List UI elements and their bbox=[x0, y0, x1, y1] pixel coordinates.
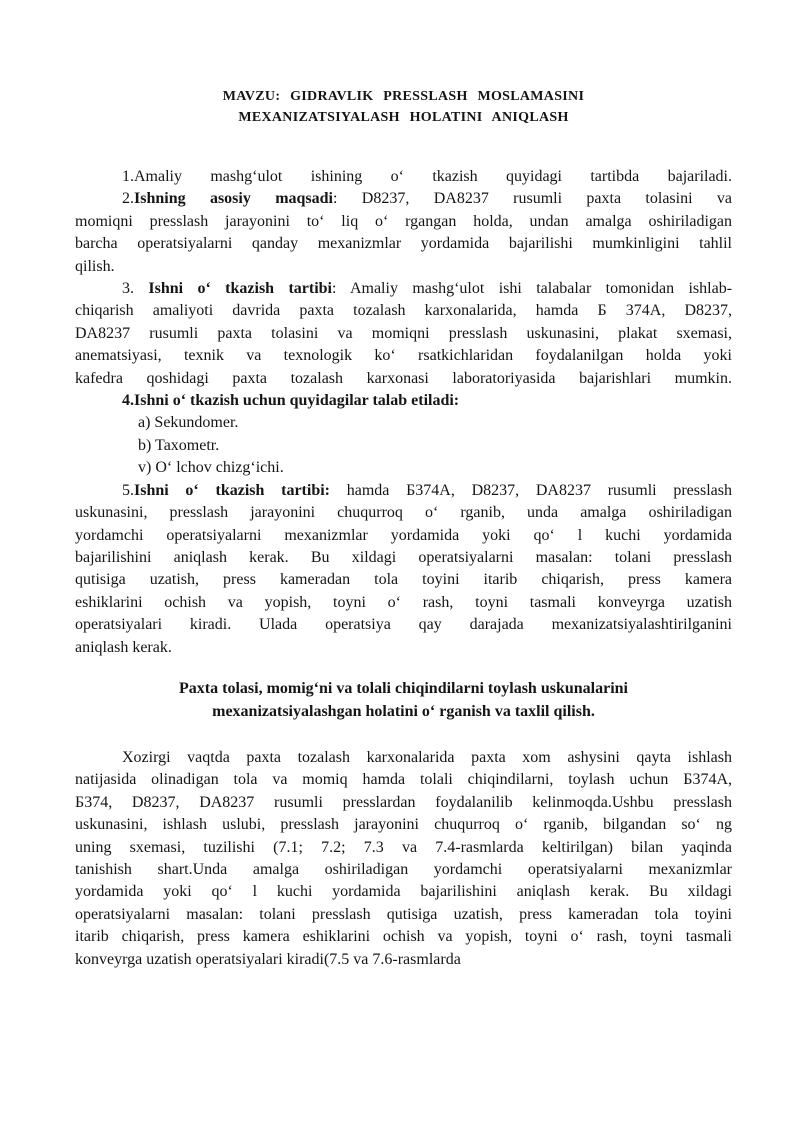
text-line bbox=[75, 881, 732, 903]
text-run: momiqni presslash jarayonini to‘ liq o‘ rgangan holda, undan amalga oshiriladigan bbox=[75, 212, 732, 230]
text-run: tanishish shart.Unda amalga oshiriladigan yordamchi operatsiyalarni mexanizmlar bbox=[75, 860, 732, 878]
text-line bbox=[75, 904, 732, 926]
text-line bbox=[75, 345, 732, 367]
para-3 bbox=[75, 278, 732, 390]
text-run: 3. bbox=[122, 280, 149, 298]
text-line bbox=[75, 166, 732, 188]
text-line bbox=[75, 323, 732, 345]
text-line bbox=[75, 926, 732, 948]
text-run: anematsiyasi, texnik va texnologik ko‘ rsatkichlaridan foydalanilgan holda yoki bbox=[75, 347, 732, 365]
text-run: b) Taxometr. bbox=[138, 436, 220, 454]
text-line bbox=[75, 435, 732, 457]
text-run: uskunasini, ishlash uslubi, presslash jarayonini chuqurroq o‘ rganib, bilgandan so‘ ng bbox=[75, 816, 732, 834]
text-line bbox=[75, 233, 732, 255]
text-run: Paxta tolasi, momig‘ni va tolali chiqindilarni toylash uskunalarini bbox=[179, 679, 628, 697]
equipment-list bbox=[75, 412, 732, 479]
text-line bbox=[75, 814, 732, 836]
text-line bbox=[75, 569, 732, 591]
text-run: kafedra qoshidagi paxta tozalash karxonasi laboratoriyasida bajarishlari mumkin. bbox=[75, 369, 732, 387]
text-run: yordamida yoki qo‘ l kuchi yordamida bajarilishini aniqlash kerak. Bu xildagi bbox=[75, 883, 732, 901]
text-line bbox=[75, 256, 732, 278]
text-line bbox=[75, 700, 732, 723]
text-run: bajarilishini aniqlash kerak. Bu xildagi operatsiyalarni masalan: tolani presslash bbox=[75, 548, 732, 566]
text-run: qutisiga uzatish, press kameradan tola toyini itarib chiqarish, press kamera bbox=[75, 571, 732, 589]
text-run: hamda Б374А, D8237, DA8237 rusumli presslash bbox=[330, 481, 732, 499]
text-line bbox=[75, 547, 732, 569]
text-run: aniqlash kerak. bbox=[75, 638, 172, 656]
text-run: operatsiyalarni masalan: tolani presslash qutisiga uzatish, press kameradan tola toyini bbox=[75, 905, 732, 923]
text-line bbox=[75, 390, 732, 412]
text-run: DA8237 rusumli paxta tolasini va momiqni presslash uskunasini, plakat sxemasi, bbox=[75, 324, 732, 342]
text-line bbox=[75, 278, 732, 300]
text-run: operatsiyalari kiradi. Ulada operatsiya qay darajada mexanizatsiyalashtirilganini bbox=[75, 616, 732, 634]
text-run: eshiklarini ochish va yopish, toyni o‘ rash, toyni tasmali konveyrga uzatish bbox=[75, 593, 732, 611]
text-line bbox=[75, 792, 732, 814]
text-line bbox=[75, 614, 732, 636]
text-run: a) Sekundomer. bbox=[138, 414, 239, 432]
text-line bbox=[75, 769, 732, 791]
text-line bbox=[75, 747, 732, 769]
text-line bbox=[75, 637, 732, 659]
text-run: qilish. bbox=[75, 257, 115, 275]
para-4 bbox=[75, 390, 732, 412]
text-line bbox=[75, 592, 732, 614]
text-run: Xozirgi vaqtda paxta tozalash karxonalarida paxta xom ashysini qayta ishlash bbox=[122, 748, 732, 766]
text-line bbox=[75, 412, 732, 434]
title-line-1: MAVZU: GIDRAVLIK PRESSLASH MOSLAMASINI bbox=[222, 89, 585, 104]
para-2 bbox=[75, 188, 732, 278]
text-run: Б374, D8237, DA8237 rusumli presslardan foydalanilib kelinmoqda.Ushbu presslash bbox=[75, 793, 732, 811]
text-line bbox=[75, 677, 732, 700]
text-run: v) O‘ lchov chizg‘ichi. bbox=[138, 459, 284, 477]
text-line bbox=[75, 949, 732, 971]
section-heading bbox=[75, 677, 732, 723]
text-run: natijasida olinadigan tola va momiq hamda tolali chiqindilarni, toylash uchun Б374А, bbox=[75, 771, 732, 789]
text-line bbox=[75, 837, 732, 859]
text-run: barcha operatsiyalarni qanday mexanizmlar yordamida bajarilishi mumkinligini tahlil bbox=[75, 235, 732, 253]
text-line bbox=[75, 368, 732, 390]
document-title bbox=[75, 86, 732, 128]
bold-text-run: Ishning asosiy maqsadi bbox=[134, 190, 333, 208]
document-body bbox=[75, 166, 732, 971]
text-run: 2. bbox=[122, 190, 134, 208]
text-line bbox=[75, 480, 732, 502]
text-run: uning sxemasi, tuzilishi (7.1; 7.2; 7.3 va 7.4-rasmlarda keltirilgan) bilan yaqinda bbox=[75, 838, 732, 856]
text-line bbox=[75, 502, 732, 524]
text-line bbox=[75, 188, 732, 210]
para-1 bbox=[75, 166, 732, 188]
title-line-2: MEXANIZATSIYALASH HOLATINI ANIQLASH bbox=[238, 110, 569, 125]
text-run: 1.Amaliy mashg‘ulot ishining o‘ tkazish quyidagi tartibda bajariladi. bbox=[122, 168, 732, 185]
para-5 bbox=[75, 480, 732, 659]
text-run: yordamchi operatsiyalarni mexanizmlar yordamida yoki qo‘ l kuchi yordamida bbox=[75, 526, 732, 544]
text-run: : D8237, DA8237 rusumli paxta tolasini va bbox=[333, 190, 732, 208]
text-line bbox=[75, 211, 732, 233]
text-run: uskunasini, presslash jarayonini chuqurroq o‘ rganib, unda amalga oshiriladigan bbox=[75, 504, 732, 522]
bold-text-run: 4.Ishni o‘ tkazish uchun quyidagilar talab etiladi: bbox=[122, 392, 460, 410]
text-line bbox=[75, 300, 732, 322]
text-line bbox=[75, 859, 732, 881]
bold-text-run: Ishni o‘ tkazish tartibi bbox=[148, 280, 333, 298]
text-run: konveyrga uzatish operatsiyalari kiradi(7.5 va 7.6-rasmlarda bbox=[75, 950, 461, 968]
text-run: 5. bbox=[122, 481, 134, 499]
text-line bbox=[75, 525, 732, 547]
text-run: mexanizatsiyalashgan holatini o‘ rganish va taxlil qilish. bbox=[212, 702, 595, 720]
bold-text-run: Ishni o‘ tkazish tartibi: bbox=[134, 481, 330, 499]
text-run: chiqarish amaliyoti davrida paxta tozalash karxonalarida, hamda Б 374А, D8237, bbox=[75, 302, 732, 320]
text-run: itarib chiqarish, press kamera eshiklarini ochish va yopish, toyni o‘ rash, toyni tasmali bbox=[75, 928, 732, 946]
para-6 bbox=[75, 747, 732, 971]
text-line bbox=[75, 457, 732, 479]
text-run: : Amaliy mashg‘ulot ishi talabalar tomonidan ishlab- bbox=[332, 280, 732, 298]
